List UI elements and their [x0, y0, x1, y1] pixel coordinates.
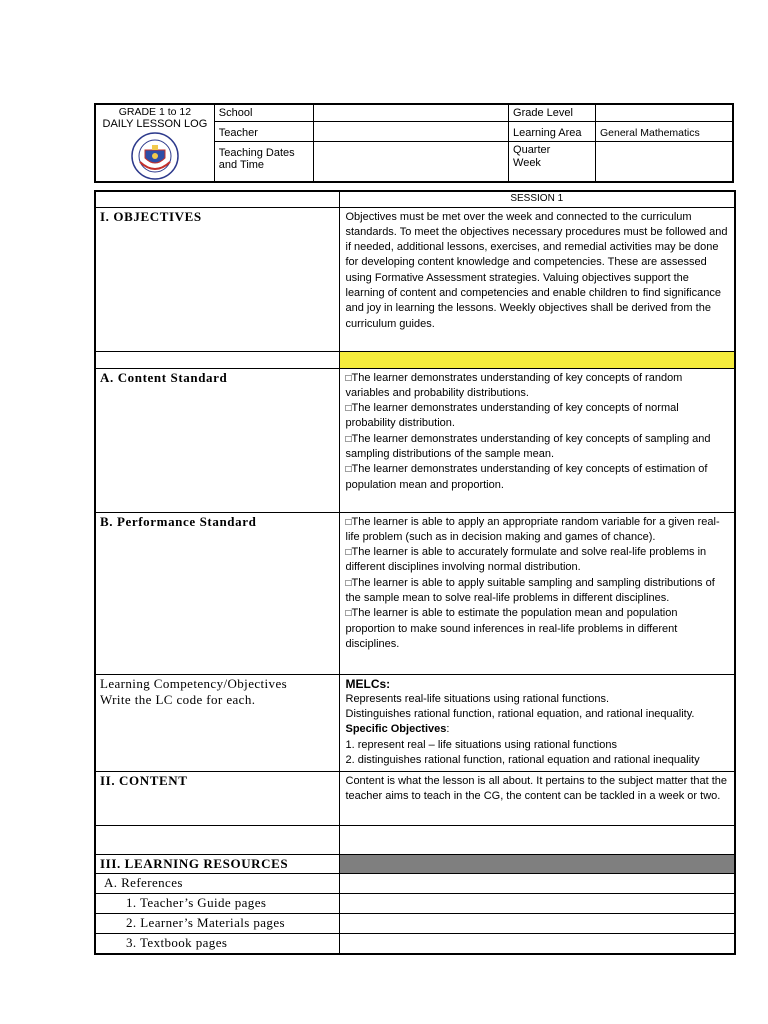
learning-area-label: Learning Area — [509, 122, 596, 142]
content-heading: II. CONTENT — [95, 771, 339, 825]
checkbox-bullet-icon: □ — [345, 403, 352, 415]
learners-materials-field[interactable] — [339, 913, 735, 933]
quarter-label: Quarter — [513, 144, 551, 156]
specific-objective-item: 1. represent real – life situations using rational functions — [345, 738, 617, 751]
objectives-text: Objectives must be met over the week and connected to the curriculum standards. To meet the objectives necessary procedures must be followed and if needed, additional lessons, exercises, and remedial activities may be done for developing content knowledge and competencies. These are assessed using Formative Assessment strategies. Valuing objectives support the learning of content and competencies and enable children to find significance and joy in learning the lessons. Weekly objectives shall be derived from the curriculum guides. — [339, 207, 735, 351]
list-item: □The learner demonstrates understanding of key concepts of random variables and probability distributions. — [345, 371, 683, 399]
grade-range: GRADE 1 to 12 — [118, 106, 192, 118]
competency-content — [339, 674, 735, 771]
quarter-week-field[interactable] — [595, 142, 733, 183]
learning-resources-gray-cell — [339, 854, 735, 873]
checkbox-bullet-icon: □ — [345, 516, 352, 528]
list-item: □The learner demonstrates understanding of key concepts of sampling and sampling distributions of the sample mean. — [345, 432, 711, 460]
specific-objectives-label: Specific Objectives: — [345, 723, 450, 736]
checkbox-bullet-icon: □ — [345, 577, 352, 589]
checkbox-bullet-icon: □ — [345, 433, 352, 445]
learners-materials-label: 2. Learner’s Materials pages — [95, 913, 339, 933]
melcs-label: MELCs: — [345, 676, 391, 691]
list-item: □The learner is able to estimate the population mean and population proportion to make sound inferences in real-life problems in different disciplines. — [345, 607, 678, 650]
checkbox-bullet-icon: □ — [345, 464, 352, 476]
list-item: □The learner demonstrates understanding of key concepts of normal probability distribution. — [345, 402, 679, 430]
textbook-pages-label: 3. Textbook pages — [95, 933, 339, 954]
learning-area-field[interactable]: General Mathematics — [595, 122, 733, 142]
quarter-week-label-cell — [509, 142, 596, 183]
checkbox-bullet-icon: □ — [345, 608, 352, 620]
list-item: □The learner is able to apply an appropriate random variable for a given real-life problem (such as in decision making and games of chance). — [345, 515, 720, 543]
specific-objective-item: 2. distinguishes rational function, rational equation and rational inequality — [345, 753, 700, 766]
grade-level-label: Grade Level — [509, 104, 596, 122]
objectives-highlight-cell — [339, 351, 735, 368]
blank-right-cell — [339, 825, 735, 854]
teacher-field[interactable] — [313, 122, 508, 142]
grade-level-field[interactable] — [595, 104, 733, 122]
checkbox-bullet-icon: □ — [345, 372, 352, 384]
blank-header-cell — [95, 191, 339, 207]
performance-standard-list — [339, 512, 735, 674]
objectives-heading: I. OBJECTIVES — [95, 207, 339, 351]
lesson-log-table — [94, 190, 736, 955]
school-field[interactable] — [313, 104, 508, 122]
doc-title: DAILY LESSON LOG — [102, 118, 208, 130]
blank-left-cell — [95, 351, 339, 368]
list-item: □The learner is able to accurately formulate and solve real-life problems in different disciplines involving normal distribution. — [345, 546, 707, 574]
textbook-pages-field[interactable] — [339, 933, 735, 954]
teachers-guide-label: 1. Teacher’s Guide pages — [95, 893, 339, 913]
session-header: SESSION 1 — [339, 191, 735, 207]
competency-heading-line2: Write the LC code for each. — [100, 691, 256, 707]
teacher-label: Teacher — [214, 122, 313, 142]
dates-label: Teaching Dates and Time — [214, 142, 313, 183]
header-logo-cell — [95, 104, 214, 182]
melcs-item: Distinguishes rational function, rational equation, and rational inequality. — [345, 708, 695, 721]
list-item: □The learner demonstrates understanding of key concepts of estimation of population mean and proportion. — [345, 463, 708, 491]
checkbox-bullet-icon: □ — [345, 547, 352, 559]
content-text: Content is what the lesson is all about. It pertains to the subject matter that the teacher aims to teach in the CG, the content can be tackled in a week or two. — [339, 771, 735, 825]
list-item: □The learner is able to apply suitable sampling and sampling distributions of the sample mean to solve real-life problems in different disciplines. — [345, 576, 715, 604]
week-label: Week — [513, 157, 541, 169]
content-standard-heading: A. Content Standard — [95, 368, 339, 512]
references-label: A. References — [95, 873, 339, 893]
performance-standard-heading: B. Performance Standard — [95, 512, 339, 674]
content-standard-list — [339, 368, 735, 512]
teachers-guide-field[interactable] — [339, 893, 735, 913]
school-label: School — [214, 104, 313, 122]
melcs-item: Represents real-life situations using rational functions. — [345, 692, 610, 705]
blank-left-cell — [95, 825, 339, 854]
competency-heading-line1: Learning Competency/Objectives — [100, 675, 288, 691]
learning-resources-heading: III. LEARNING RESOURCES — [95, 854, 339, 873]
deped-seal-icon — [131, 132, 179, 180]
references-field[interactable] — [339, 873, 735, 893]
dates-field[interactable] — [313, 142, 508, 183]
competency-heading — [95, 674, 339, 771]
header-table — [94, 103, 734, 183]
